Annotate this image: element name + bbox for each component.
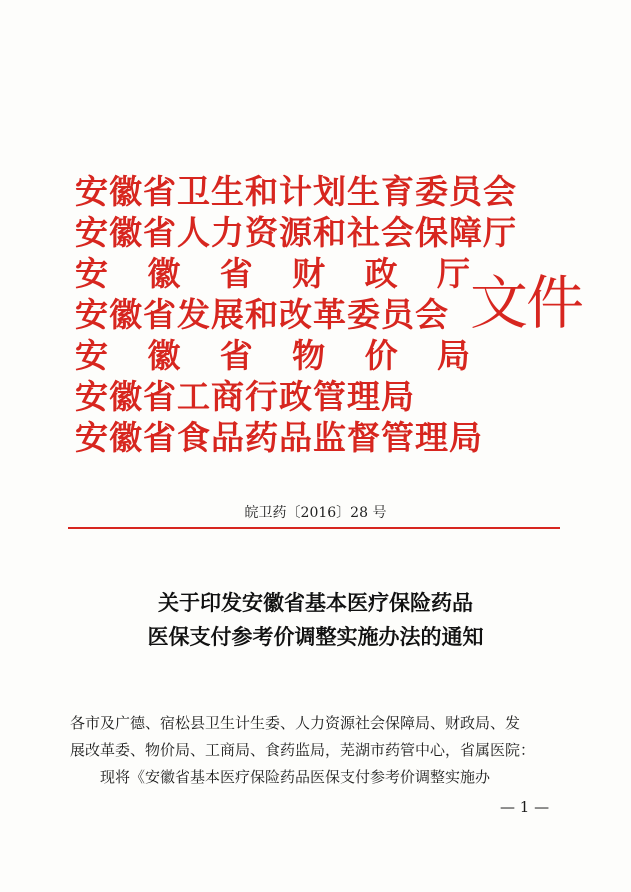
agency-char: 省 <box>219 336 253 375</box>
issuing-agencies <box>75 171 517 458</box>
agency-name: 安徽省发展和改革委员会 <box>75 295 449 334</box>
agency-char: 厅 <box>436 254 470 293</box>
agency-char: 局 <box>436 336 470 375</box>
agency-name: 安徽省人力资源和社会保障厅 <box>75 213 517 252</box>
agency-char: 安 <box>75 336 108 375</box>
addressee-line: 展改革委、物价局、工商局、食药监局，芜湖市药管中心，省属医院： <box>70 741 536 759</box>
agency-char: 财 <box>292 254 326 293</box>
agency-char: 价 <box>364 336 398 375</box>
document-label: 文件 <box>470 269 583 337</box>
agency-char: 徽 <box>147 336 181 375</box>
red-divider-line <box>68 527 560 529</box>
agency-char: 省 <box>219 254 253 293</box>
title-line: 关于印发安徽省基本医疗保险药品 <box>158 591 473 615</box>
agency-name: 安徽省食品药品监督管理局 <box>75 418 483 457</box>
addressee-line: 各市及广德、宿松县卫生计生委、人力资源社会保障局、财政局、发 <box>70 714 521 732</box>
title-line: 医保支付参考价调整实施办法的通知 <box>147 625 484 649</box>
agency-char: 物 <box>292 336 326 375</box>
agency-name-spread <box>75 335 470 376</box>
agency-name: 安徽省工商行政管理局 <box>75 377 415 416</box>
body-paragraph: 现将《安徽省基本医疗保险药品医保支付参考价调整实施办 <box>100 768 491 786</box>
agency-char: 安 <box>75 254 108 293</box>
agency-name-spread <box>75 253 470 294</box>
agency-char: 徽 <box>147 254 181 293</box>
document-number: 皖卫药〔2016〕28 号 <box>244 505 387 521</box>
agency-name: 安徽省卫生和计划生育委员会 <box>75 172 517 211</box>
document-title <box>0 586 631 654</box>
agency-char: 政 <box>364 254 398 293</box>
page-number: — 1 — <box>500 798 550 816</box>
